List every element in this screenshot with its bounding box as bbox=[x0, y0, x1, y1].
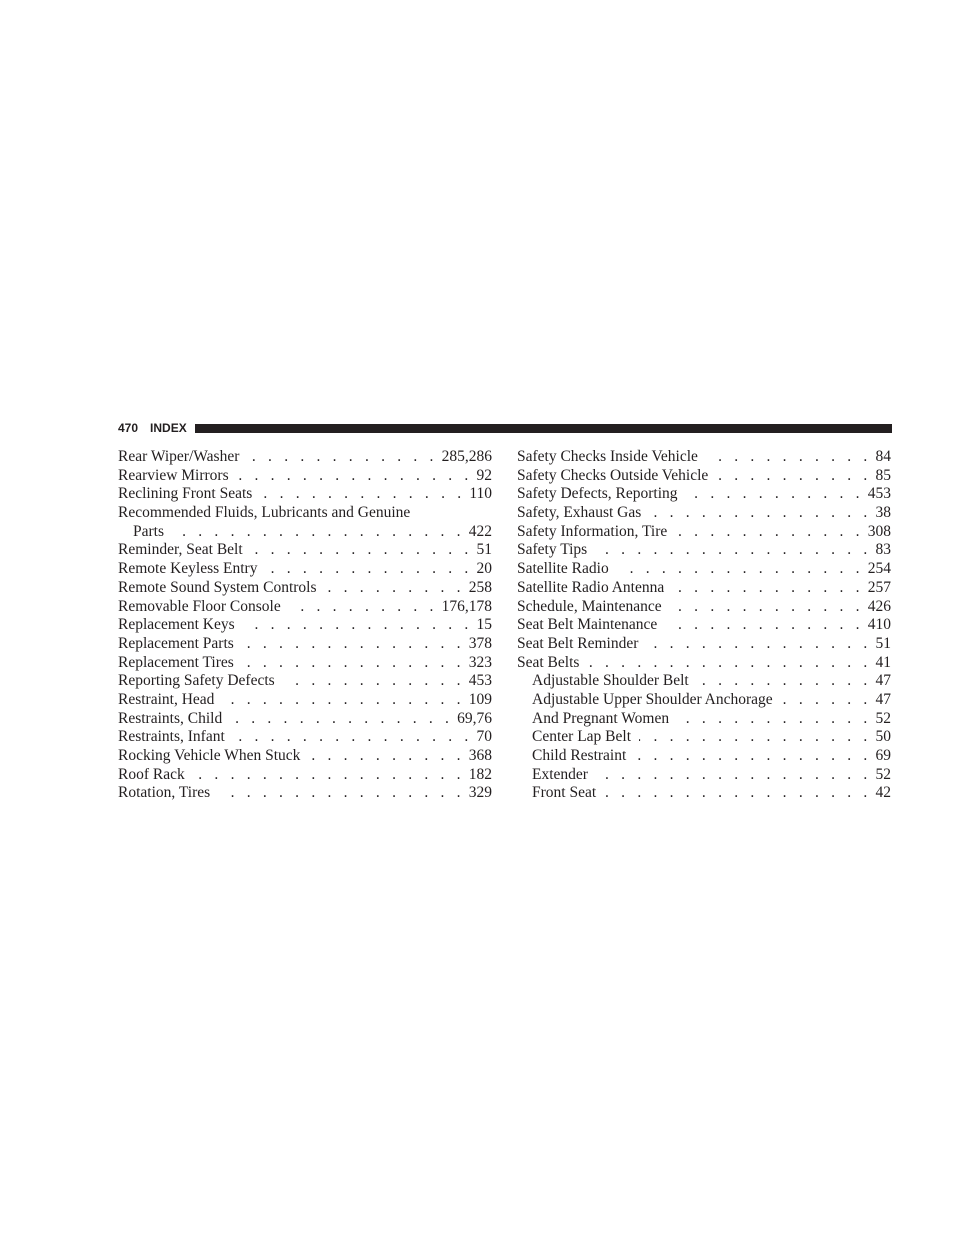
index-term: Safety Checks Outside Vehicle bbox=[517, 466, 709, 484]
index-term: Child Restraint bbox=[532, 747, 627, 764]
index-subentry bbox=[517, 672, 891, 691]
index-page-numbers: 258 bbox=[468, 578, 492, 596]
index-entry bbox=[118, 579, 492, 598]
index-entry bbox=[118, 728, 492, 747]
dot-leader bbox=[289, 598, 438, 617]
index-term: Restraint, Head bbox=[118, 690, 215, 708]
dot-leader bbox=[686, 485, 864, 504]
dot-leader bbox=[675, 523, 864, 542]
index-page-numbers: 378 bbox=[468, 634, 492, 652]
index-term: Safety Tips bbox=[517, 541, 588, 559]
index-entry bbox=[118, 691, 492, 710]
dot-leader bbox=[247, 448, 437, 467]
index-page-numbers: 52 bbox=[875, 765, 891, 783]
index-entry bbox=[517, 504, 891, 523]
index-term: Replacement Tires bbox=[118, 653, 234, 671]
index-term: Remote Keyless Entry bbox=[118, 560, 258, 578]
index-term: Restraints, Child bbox=[118, 709, 223, 727]
index-page-numbers: 254 bbox=[867, 560, 891, 578]
dot-leader bbox=[781, 691, 872, 710]
dot-leader bbox=[233, 728, 473, 747]
dot-leader bbox=[672, 579, 864, 598]
index-term: Recommended Fluids, Lubricants and Genuine bbox=[118, 504, 411, 522]
index-entry bbox=[517, 654, 891, 673]
index-entry bbox=[118, 654, 492, 673]
dot-leader bbox=[646, 635, 871, 654]
index-term: Safety Defects, Reporting bbox=[517, 485, 678, 503]
index-page-numbers: 50 bbox=[875, 728, 891, 746]
index-entry bbox=[118, 710, 492, 729]
index-term: Remote Sound System Controls bbox=[118, 578, 317, 596]
dot-leader bbox=[242, 654, 465, 673]
index-entry bbox=[118, 766, 492, 785]
index-page-numbers: 92 bbox=[476, 466, 492, 484]
index-entry bbox=[517, 448, 891, 467]
dot-leader bbox=[716, 467, 871, 486]
index-page-numbers: 15 bbox=[476, 616, 492, 634]
dot-leader bbox=[596, 766, 872, 785]
index-page-numbers: 69 bbox=[875, 747, 891, 764]
index-page-numbers: 70 bbox=[476, 728, 492, 746]
dot-leader bbox=[595, 541, 871, 560]
index-column-right bbox=[517, 448, 891, 803]
section-title: INDEX bbox=[150, 421, 187, 435]
index-page-numbers: 51 bbox=[875, 634, 891, 652]
index-entry bbox=[517, 635, 891, 654]
index-page-numbers: 285,286 bbox=[441, 448, 492, 465]
index-term: Reminder, Seat Belt bbox=[118, 541, 243, 559]
index-page-numbers: 38 bbox=[875, 504, 891, 522]
dot-leader bbox=[193, 766, 465, 785]
index-term: Replacement Parts bbox=[118, 634, 234, 652]
index-page-numbers: 422 bbox=[468, 522, 492, 540]
index-entry bbox=[517, 541, 891, 560]
dot-leader bbox=[218, 784, 465, 803]
index-entry bbox=[118, 747, 492, 766]
index-term: Rotation, Tires bbox=[118, 784, 211, 802]
index-term: Adjustable Shoulder Belt bbox=[532, 672, 689, 690]
index-term: Rearview Mirrors bbox=[118, 466, 229, 484]
dot-leader bbox=[325, 579, 465, 598]
index-entry bbox=[118, 467, 492, 486]
index-subentry bbox=[517, 691, 891, 710]
index-page-numbers: 51 bbox=[476, 541, 492, 559]
index-entry bbox=[517, 560, 891, 579]
index-page-numbers: 453 bbox=[468, 672, 492, 690]
index-entry bbox=[517, 616, 891, 635]
dot-leader bbox=[243, 616, 473, 635]
index-entry bbox=[118, 598, 492, 617]
index-term: Removable Floor Console bbox=[118, 597, 281, 615]
dot-leader bbox=[649, 504, 871, 523]
index-term: Satellite Radio bbox=[517, 560, 609, 578]
index-subentry bbox=[517, 728, 891, 747]
index-subentry bbox=[118, 523, 492, 542]
index-entry bbox=[118, 784, 492, 803]
index-page-numbers: 426 bbox=[867, 597, 891, 615]
index-entry bbox=[118, 672, 492, 691]
index-term: Safety, Exhaust Gas bbox=[517, 504, 642, 522]
index-term: Schedule, Maintenance bbox=[517, 597, 662, 615]
index-term: Extender bbox=[532, 765, 588, 783]
dot-leader bbox=[604, 784, 871, 803]
dot-leader bbox=[308, 747, 464, 766]
dot-leader bbox=[260, 485, 465, 504]
dot-leader bbox=[265, 560, 472, 579]
index-page-numbers: 84 bbox=[875, 448, 891, 465]
index-page-numbers: 52 bbox=[875, 709, 891, 727]
index-term: Reporting Safety Defects bbox=[118, 672, 275, 690]
index-term: Seat Belt Reminder bbox=[517, 634, 639, 652]
index-page-numbers: 410 bbox=[867, 616, 891, 634]
index-entry bbox=[118, 485, 492, 504]
index-page-numbers: 329 bbox=[468, 784, 492, 802]
index-term: Roof Rack bbox=[118, 765, 185, 783]
dot-leader bbox=[230, 710, 453, 729]
index-entry bbox=[118, 448, 492, 467]
dot-leader bbox=[677, 710, 871, 729]
index-term: Seat Belts bbox=[517, 653, 580, 671]
index-page-numbers: 323 bbox=[468, 653, 492, 671]
index-page-numbers: 85 bbox=[875, 466, 891, 484]
dot-leader bbox=[172, 523, 465, 542]
index-page-numbers: 20 bbox=[476, 560, 492, 578]
index-term: Seat Belt Maintenance bbox=[517, 616, 658, 634]
index-page-numbers: 83 bbox=[875, 541, 891, 559]
index-term: Center Lap Belt bbox=[532, 728, 631, 746]
index-term: Rear Wiper/Washer bbox=[118, 448, 240, 465]
dot-leader bbox=[634, 747, 871, 766]
index-entry bbox=[517, 523, 891, 542]
index-term: Replacement Keys bbox=[118, 616, 235, 634]
dot-leader bbox=[251, 541, 473, 560]
index-term: Rocking Vehicle When Stuck bbox=[118, 747, 301, 764]
index-term: Front Seat bbox=[532, 784, 597, 802]
index-entry bbox=[118, 560, 492, 579]
index-page-numbers: 110 bbox=[469, 485, 492, 503]
index-entry bbox=[517, 467, 891, 486]
index-entry bbox=[517, 485, 891, 504]
index-page-numbers: 69,76 bbox=[457, 709, 492, 727]
dot-leader bbox=[665, 616, 863, 635]
dot-leader bbox=[237, 467, 473, 486]
dot-leader bbox=[283, 672, 465, 691]
index-page-numbers: 47 bbox=[875, 672, 891, 690]
dot-leader bbox=[697, 672, 872, 691]
index-column-left bbox=[118, 448, 492, 803]
index-subentry bbox=[517, 784, 891, 803]
index-entry bbox=[517, 598, 891, 617]
index-page-numbers: 257 bbox=[867, 578, 891, 596]
dot-leader bbox=[242, 635, 465, 654]
header-rule bbox=[195, 424, 892, 433]
dot-leader bbox=[222, 691, 464, 710]
index-entry bbox=[118, 504, 492, 523]
index-term: Reclining Front Seats bbox=[118, 485, 253, 503]
index-term: Adjustable Upper Shoulder Anchorage bbox=[532, 690, 773, 708]
index-page-numbers: 176,178 bbox=[441, 597, 492, 615]
page-header bbox=[118, 420, 892, 436]
dot-leader bbox=[670, 598, 864, 617]
index-page-numbers: 453 bbox=[867, 485, 891, 503]
index-entry bbox=[118, 635, 492, 654]
index-term: And Pregnant Women bbox=[532, 709, 670, 727]
dot-leader bbox=[617, 560, 864, 579]
index-subentry bbox=[517, 710, 891, 729]
index-term: Safety Information, Tire bbox=[517, 522, 668, 540]
index-term: Satellite Radio Antenna bbox=[517, 578, 665, 596]
index-page-numbers: 109 bbox=[468, 690, 492, 708]
index-page-numbers: 182 bbox=[468, 765, 492, 783]
index-page-numbers: 47 bbox=[875, 690, 891, 708]
index-term: Parts bbox=[133, 522, 164, 540]
index-entry bbox=[517, 579, 891, 598]
index-term: Safety Checks Inside Vehicle bbox=[517, 448, 698, 465]
index-subentry bbox=[517, 766, 891, 785]
index-entry bbox=[118, 541, 492, 560]
index-page-numbers: 308 bbox=[867, 522, 891, 540]
index-subentry bbox=[517, 747, 891, 766]
page-number: 470 bbox=[118, 421, 139, 435]
dot-leader bbox=[639, 728, 872, 747]
index-page-numbers: 42 bbox=[875, 784, 891, 802]
dot-leader bbox=[706, 448, 872, 467]
index-page-numbers: 41 bbox=[875, 653, 891, 671]
index-entry bbox=[118, 616, 492, 635]
dot-leader bbox=[587, 654, 871, 673]
index-page-numbers: 368 bbox=[468, 747, 492, 764]
index-term: Restraints, Infant bbox=[118, 728, 225, 746]
